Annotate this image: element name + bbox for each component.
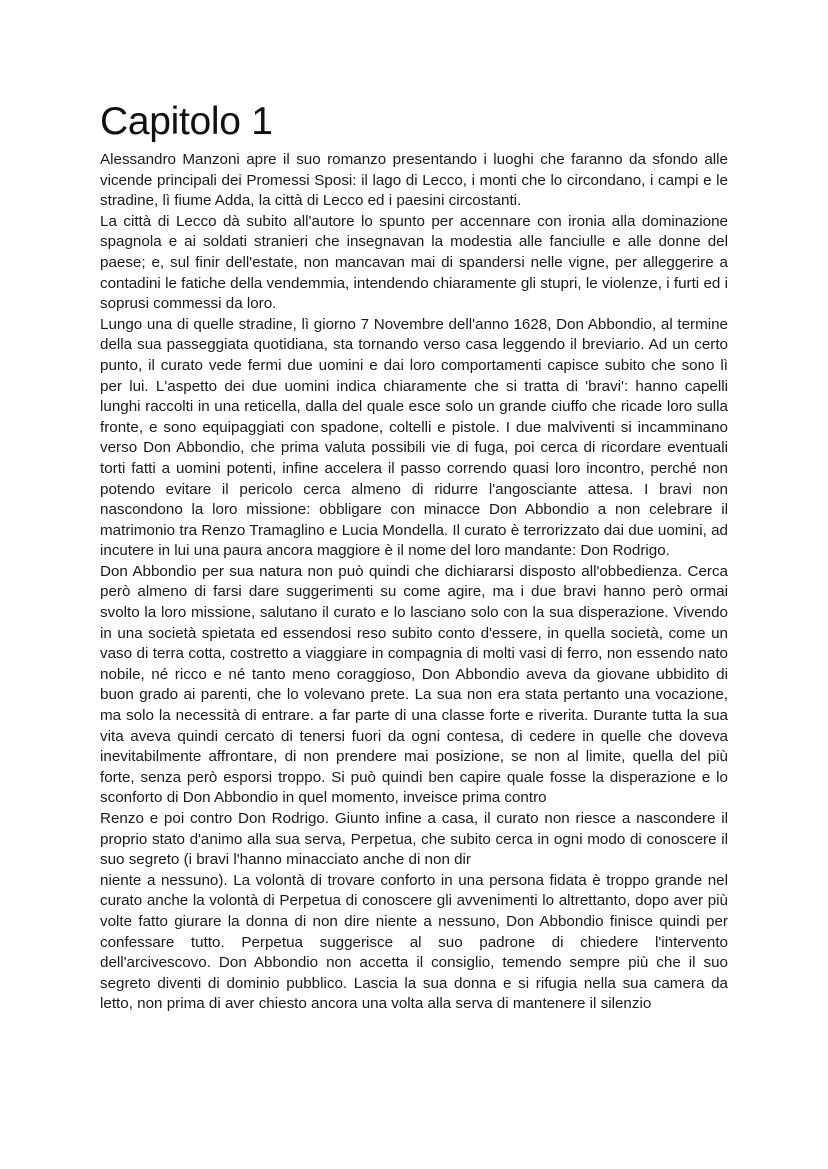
paragraph-intro-places: Alessandro Manzoni apre il suo romanzo presentando i luoghi che faranno da sfondo alle vicende principali dei Promessi Sposi: il lago di Lecco, i monti che lo circondano, i campi e le stradine, lì fiume Adda, la città di Lecco ed i paesini circostanti. (100, 151, 728, 210)
paragraph-bravi-encounter: Lungo una di quelle stradine, lì giorno 7 Novembre dell'anno 1628, Don Abbondio, al termine della sua passeggiata quotidiana, sta tornando verso casa leggendo il breviario. Ad un certo punto, il curato vede fermi due uomini e dai loro comportamenti capisce subito che sono lì per lui. L'aspetto dei due uomini indica chiaramente che si tratta di 'bravi': hanno capelli lunghi raccolti in una reticella, dalla del quale esce solo un grande ciuffo che ricade loro sulla fronte, e sono equipaggiati con spadone, coltelli e pistole. I due malviventi si incamminano verso Don Abbondio, che prima valuta possibili vie di fuga, poi cerca di ricordare eventuali torti fatti a uomini potenti, infine accelera il passo correndo quasi loro incontro, perché non potendo evitare il pericolo cerca almeno di ridurre l'angosciante attesa. I bravi non nascondono la loro missione: obbligare con minacce Don Abbondio a non celebrare il matrimonio tra Renzo Tramaglino e Lucia Mondella. Il curato è terrorizzato dai due uomini, ad incutere in lui una paura ancora maggiore è il nome del loro mandante: Don Rodrigo. (100, 315, 728, 560)
paragraph-return-home: Renzo e poi contro Don Rodrigo. Giunto infine a casa, il curato non riesce a nascondere il proprio stato d'animo alla sua serva, Perpetua, che subito cerca in ogni modo di conoscere il suo segreto (i bravi l'hanno minacciato anche di non dir (100, 810, 728, 869)
paragraph-lecco-irony: La città di Lecco dà subito all'autore lo spunto per accennare con ironia alla dominazione spagnola e ai soldati stranieri che insegnavan la modestia alle fanciulle e alle donne del paese; e, sul finir dell'estate, non mancavan mai di spandersi nelle vigne, per alleggerire a contadini le fatiche della vendemmia, intendendo chiaramente gli stupri, le violenze, i furti ed i soprusi commessi da loro. (100, 212, 728, 313)
paragraph-don-abbondio-character: Don Abbondio per sua natura non può quindi che dichiararsi disposto all'obbedienza. Cerca però almeno di farsi dare suggerimenti su come agire, ma i due bravi hanno però ormai svolto la loro missione, salutano il curato e lo lasciano solo con la sua disperazione. Vivendo in una società spietata ed essendosi reso subito conto d'essere, in quella società, come un vaso di terra cotta, costretto a viaggiare in compagnia di molti vasi di ferro, non essendo nato nobile, né ricco e né tanto meno coraggioso, Don Abbondio aveva da giovane ubbidito di buon grado ai parenti, che lo volevano prete. La sua non era stata pertanto una vocazione, ma solo la necessità di entrare. a far parte di una classe forte e riverita. Durante tutta la sua vita aveva quindi cercato di tenersi fuori da ogni contesa, di cedere in quelle che doveva inevitabilmente affrontare, di non prendere mai posizione, se non al limite, quella del più forte, senza però esporsi troppo. Si può quindi ben capire quale fosse la disperazione e lo sconforto di Don Abbondio in quel momento, inveisce prima contro (100, 562, 728, 807)
chapter-body (100, 150, 728, 1015)
document-page (100, 100, 728, 1015)
paragraph-perpetua-confession: niente a nessuno). La volontà di trovare conforto in una persona fidata è troppo grande nel curato anche la volontà di Perpetua di conoscere gli avvenimenti lo altrettanto, dopo aver più volte fatto giurare la donna di non dire niente a nessuno, Don Abbondio finisce quindi per confessare tutto. Perpetua suggerisce al suo padrone di chiedere l'intervento dell'arcivescovo. Don Abbondio non accetta il consiglio, temendo sempre più che il suo segreto diventi di dominio pubblico. Lascia la sua donna e si rifugia nella sua camera da letto, non prima di aver chiesto ancora una volta alla serva di mantenere il silenzio (100, 871, 728, 1013)
chapter-title: Capitolo 1 (100, 100, 273, 143)
